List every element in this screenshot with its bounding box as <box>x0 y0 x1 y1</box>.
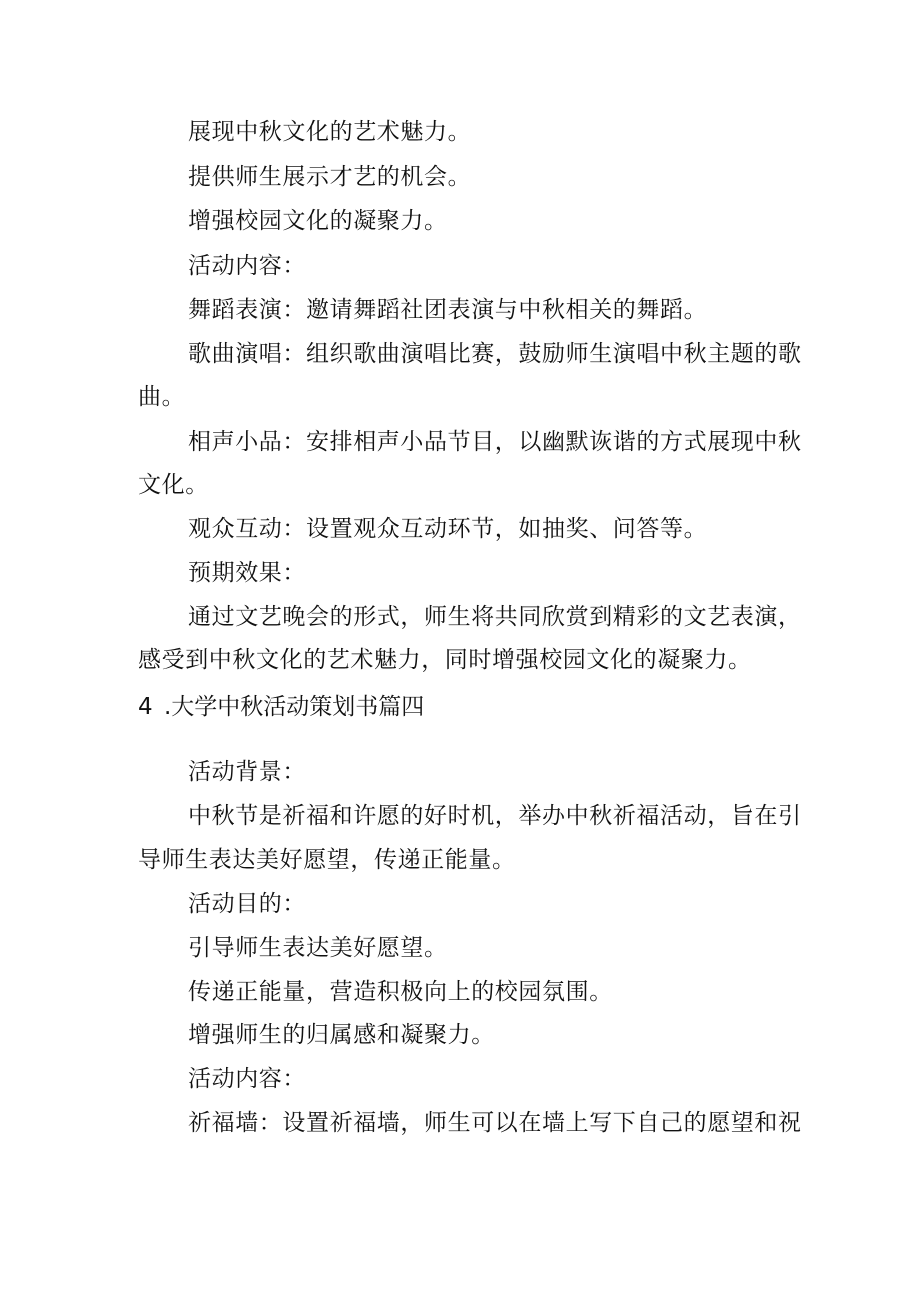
paragraph-line: 提供师生展示才艺的机会。 <box>188 164 472 190</box>
paragraph-line: 增强师生的归属感和凝聚力。 <box>188 1022 495 1048</box>
section-label: 活动背景： <box>188 759 306 785</box>
paragraph-line: 增强校园文化的凝聚力。 <box>188 208 448 234</box>
paragraph-line: 祈福墙：设置祈福墙，师生可以在墙上写下自己的愿望和祝 <box>188 1110 802 1136</box>
section-title: .大学中秋活动策划书篇四 <box>164 694 425 720</box>
paragraph-line: 舞蹈表演：邀请舞蹈社团表演与中秋相关的舞蹈。 <box>188 297 708 323</box>
section-label: 活动目的： <box>188 891 306 917</box>
paragraph-line: 相声小品：安排相声小品节目，以幽默诙谐的方式展现中秋 <box>188 429 802 455</box>
paragraph-line: 导师生表达美好愿望，传递正能量。 <box>138 847 516 873</box>
section-label: 预期效果： <box>188 560 306 586</box>
paragraph-line: 观众互动：设置观众互动环节，如抽奖、问答等。 <box>188 516 708 542</box>
paragraph-line: 文化。 <box>138 472 209 498</box>
section-label: 活动内容： <box>188 253 306 279</box>
paragraph-line: 感受到中秋文化的艺术魅力，同时增强校园文化的凝聚力。 <box>138 647 752 673</box>
paragraph-line: 展现中秋文化的艺术魅力。 <box>188 119 472 145</box>
paragraph-line: 中秋节是祈福和许愿的好时机，举办中秋祈福活动，旨在引 <box>188 803 802 829</box>
paragraph-line: 通过文艺晚会的形式，师生将共同欣赏到精彩的文艺表演， <box>188 604 802 630</box>
paragraph-line: 传递正能量，营造积极向上的校园氛围。 <box>188 979 613 1005</box>
section-heading <box>138 692 424 722</box>
paragraph-line: 引导师生表达美好愿望。 <box>188 935 448 961</box>
section-label: 活动内容： <box>188 1066 306 1092</box>
paragraph-line: 曲。 <box>138 384 186 410</box>
paragraph-line: 歌曲演唱：组织歌曲演唱比赛，鼓励师生演唱中秋主题的歌 <box>188 341 802 367</box>
section-number: 4 <box>138 694 153 720</box>
